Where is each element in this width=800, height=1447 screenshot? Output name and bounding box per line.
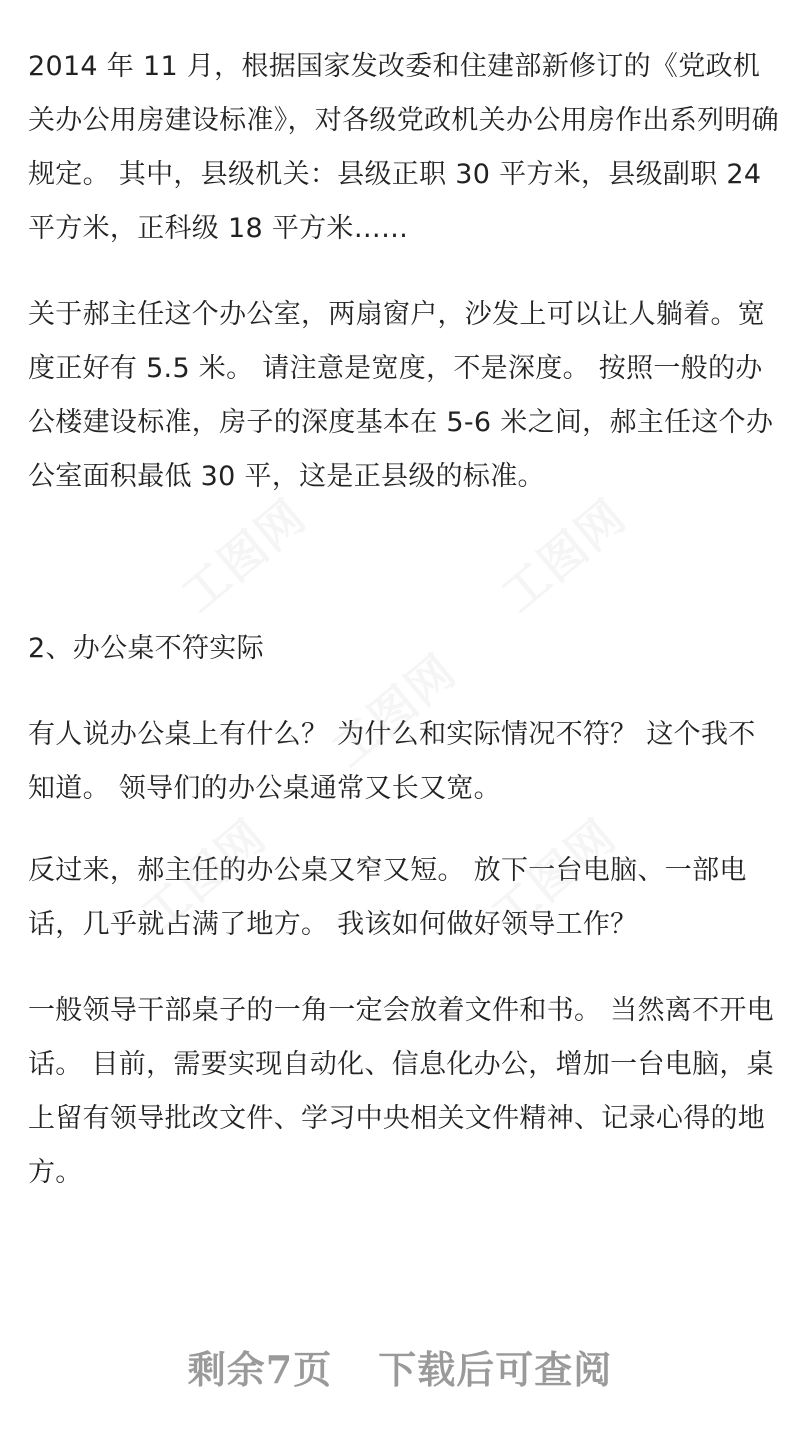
section-heading: 2、办公桌不符实际 [28, 633, 264, 664]
download-prompt[interactable] [0, 1340, 800, 1400]
watermark: 工图网 [491, 488, 637, 623]
remaining-pages-label: 剩余7页 [187, 1347, 333, 1392]
paragraph-desk-usage: 一般领导干部桌子的一角一定会放着文件和书。 当然离不开电话。 目前，需要实现自动化、信息化办公，增加一台电脑，桌上留有领导批改文件、学习中央相关文件精神、记录心得的地方。 [28, 995, 774, 1188]
watermark: 工图网 [321, 643, 467, 778]
watermark: 工图网 [171, 488, 317, 623]
watermark: 工图网 [481, 808, 627, 943]
download-to-view-label: 下载后可查阅 [378, 1347, 613, 1392]
paragraph-office-standard: 2014 年 11 月，根据国家发改委和住建部新修订的《党政机关办公用房建设标准》，对各级党政机关办公用房作出系列明确规定。 其中，县级机关：县级正职 30 平方米，县级副职 24 平方米，正科级 18 平方米…… [28, 51, 779, 244]
paragraph-office-size: 关于郝主任这个办公室，两扇窗户，沙发上可以让人躺着。宽度正好有 5.5 米。 请注意是宽度，不是深度。 按照一般的办公楼建设标准，房子的深度基本在 5-6 米之间，郝主任这个办公室面积最低 30 平，这是正县级的标准。 [28, 299, 774, 492]
article-body [28, 40, 780, 1200]
paragraph-desk-question: 有人说办公桌上有什么？ 为什么和实际情况不符？ 这个我不知道。 领导们的办公桌通常又长又宽。 [28, 719, 756, 804]
paragraph-desk-narrow: 反过来，郝主任的办公桌又窄又短。 放下一台电脑、一部电话，几乎就占满了地方。 我该如何做好领导工作？ [28, 855, 747, 940]
watermark: 工图网 [131, 808, 277, 943]
